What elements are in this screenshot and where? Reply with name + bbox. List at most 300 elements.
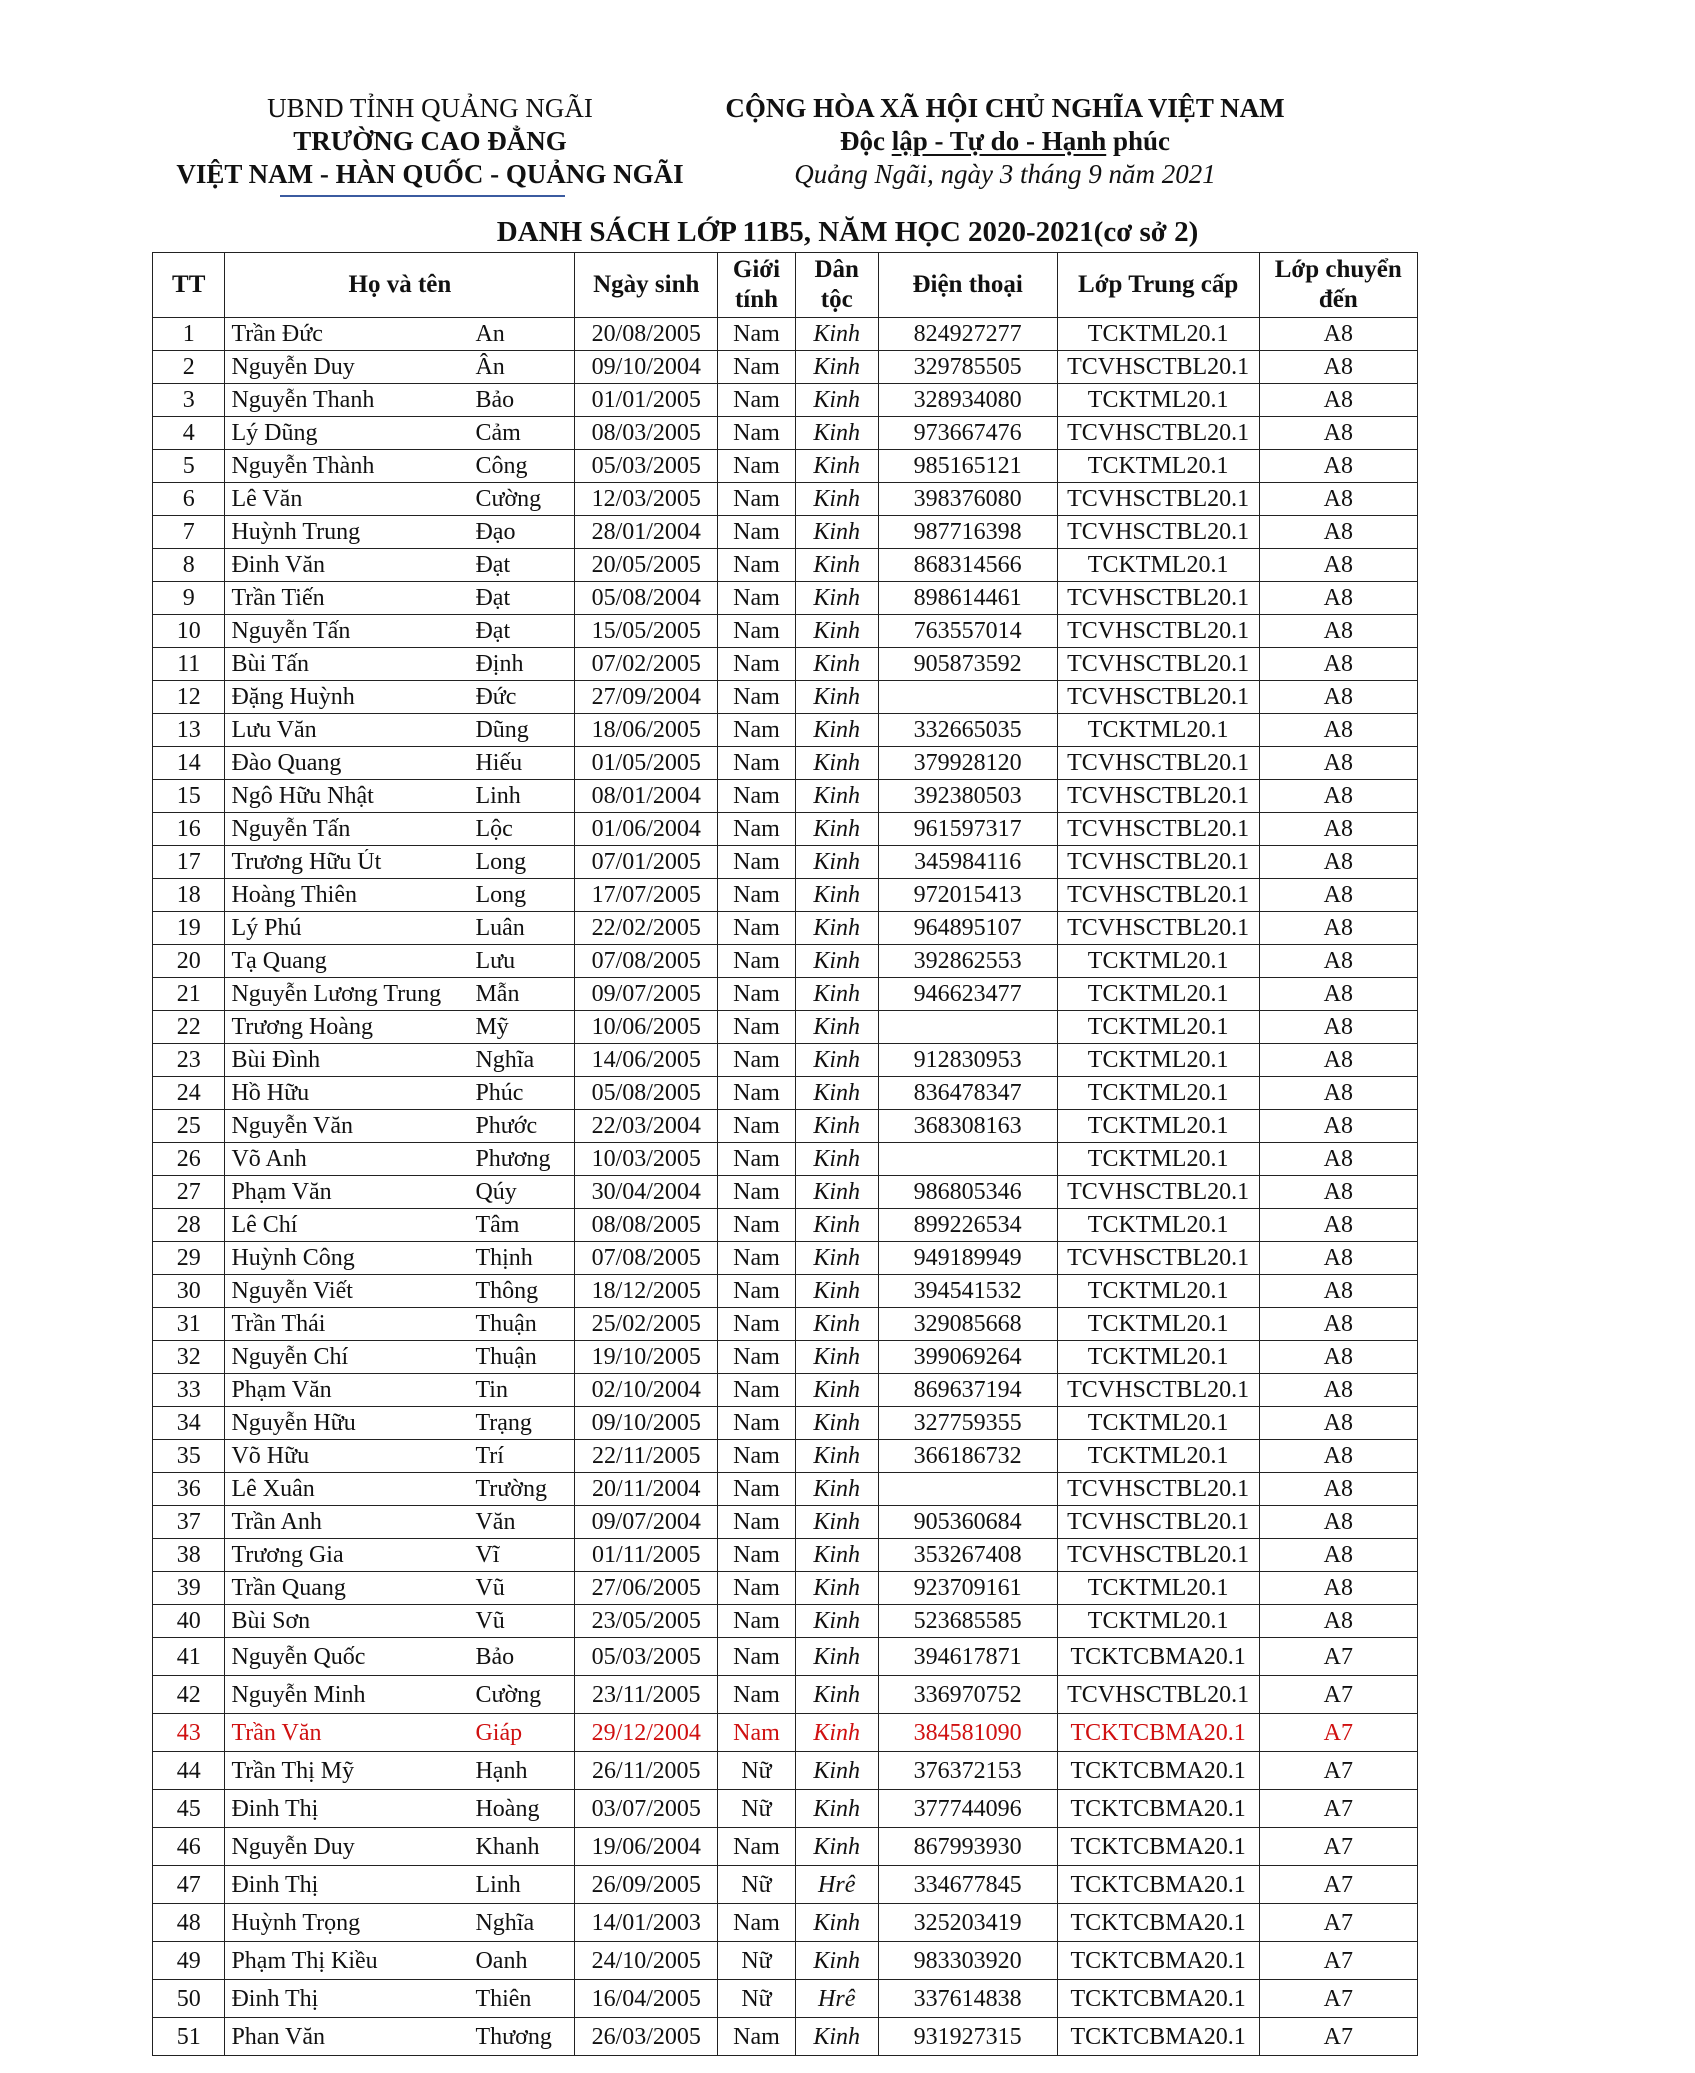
cell-ethnic: Kinh [795, 1790, 878, 1828]
given-name: Phúc [475, 1080, 524, 1106]
cell-name [225, 1110, 575, 1143]
table-row [153, 1714, 1418, 1752]
given-name: Cảm [475, 420, 521, 446]
cell-phone [878, 681, 1057, 714]
cell-name [225, 582, 575, 615]
table-row [153, 318, 1418, 351]
cell-class: TCVHSCTBL20.1 [1057, 483, 1259, 516]
cell-tt: 40 [153, 1605, 225, 1638]
family-name: Trần Tiến [231, 585, 325, 611]
family-name: Phạm Văn [231, 1179, 332, 1205]
table-row [153, 945, 1418, 978]
cell-to: A7 [1259, 2018, 1417, 2056]
cell-phone: 377744096 [878, 1790, 1057, 1828]
col-dob: Ngày sinh [575, 253, 718, 318]
cell-tt: 14 [153, 747, 225, 780]
cell-class: TCVHSCTBL20.1 [1057, 582, 1259, 615]
cell-tt: 29 [153, 1242, 225, 1275]
cell-dob: 10/06/2005 [575, 1011, 718, 1044]
cell-class: TCKTCBMA20.1 [1057, 1980, 1259, 2018]
cell-tt: 8 [153, 549, 225, 582]
cell-gender: Nam [718, 1828, 796, 1866]
cell-dob: 08/03/2005 [575, 417, 718, 450]
cell-class: TCVHSCTBL20.1 [1057, 1676, 1259, 1714]
family-name: Trần Văn [231, 1719, 322, 1746]
cell-ethnic: Kinh [795, 1473, 878, 1506]
given-name: Văn [475, 1509, 516, 1535]
document-date: Quảng Ngãi, ngày 3 tháng 9 năm 2021 [794, 159, 1216, 189]
cell-name [225, 780, 575, 813]
family-name: Hồ Hữu [231, 1080, 310, 1106]
cell-gender: Nam [718, 2018, 796, 2056]
cell-name [225, 681, 575, 714]
cell-class: TCVHSCTBL20.1 [1057, 1374, 1259, 1407]
cell-gender: Nam [718, 978, 796, 1011]
cell-phone: 836478347 [878, 1077, 1057, 1110]
cell-gender: Nam [718, 1209, 796, 1242]
cell-to: A8 [1259, 1275, 1417, 1308]
cell-class: TCKTCBMA20.1 [1057, 2018, 1259, 2056]
cell-ethnic: Kinh [795, 417, 878, 450]
cell-class: TCKTML20.1 [1057, 1011, 1259, 1044]
family-name: Nguyễn Duy [231, 354, 355, 380]
table-row [153, 681, 1418, 714]
cell-gender: Nam [718, 1506, 796, 1539]
cell-dob: 26/03/2005 [575, 2018, 718, 2056]
family-name: Lê Văn [231, 486, 303, 512]
cell-dob: 01/06/2004 [575, 813, 718, 846]
cell-class: TCKTML20.1 [1057, 1308, 1259, 1341]
table-row [153, 1407, 1418, 1440]
cell-phone: 972015413 [878, 879, 1057, 912]
cell-to: A8 [1259, 417, 1417, 450]
motto-part-a: Độc [839, 126, 892, 156]
given-name: Giáp [475, 1719, 523, 1746]
cell-tt: 20 [153, 945, 225, 978]
cell-tt: 46 [153, 1828, 225, 1866]
national-title: CỘNG HÒA XÃ HỘI CHỦ NGHĨA VIỆT NAM [725, 93, 1285, 123]
cell-class: TCKTML20.1 [1057, 384, 1259, 417]
given-name: Thuận [475, 1311, 537, 1337]
family-name: Đặng Huỳnh [231, 684, 355, 710]
cell-dob: 07/01/2005 [575, 846, 718, 879]
cell-to: A8 [1259, 483, 1417, 516]
col-phone: Điện thoại [878, 253, 1057, 318]
cell-to: A8 [1259, 1473, 1417, 1506]
table-row [153, 1440, 1418, 1473]
table-row [153, 648, 1418, 681]
cell-phone: 328934080 [878, 384, 1057, 417]
cell-to: A8 [1259, 351, 1417, 384]
cell-class: TCKTML20.1 [1057, 549, 1259, 582]
family-name: Bùi Sơn [231, 1608, 311, 1634]
cell-dob: 18/12/2005 [575, 1275, 718, 1308]
cell-name [225, 1752, 575, 1790]
family-name: Nguyễn Quốc [231, 1643, 366, 1670]
cell-dob: 08/01/2004 [575, 780, 718, 813]
cell-dob: 20/11/2004 [575, 1473, 718, 1506]
family-name: Đinh Thị [231, 1795, 319, 1822]
cell-tt: 45 [153, 1790, 225, 1828]
table-row [153, 1572, 1418, 1605]
cell-gender: Nữ [718, 1942, 796, 1980]
family-name: Hoàng Thiên [231, 882, 357, 908]
cell-to: A8 [1259, 1209, 1417, 1242]
family-name: Trương Hoàng [231, 1014, 373, 1040]
cell-name [225, 615, 575, 648]
cell-to: A7 [1259, 1790, 1417, 1828]
cell-class: TCKTML20.1 [1057, 1605, 1259, 1638]
cell-dob: 25/02/2005 [575, 1308, 718, 1341]
family-name: Trương Hữu Út [231, 849, 382, 875]
cell-ethnic: Kinh [795, 384, 878, 417]
col-gender: Giới tính [718, 253, 796, 318]
cell-tt: 49 [153, 1942, 225, 1980]
document-header [0, 92, 1695, 202]
cell-to: A8 [1259, 1242, 1417, 1275]
cell-to: A8 [1259, 450, 1417, 483]
cell-class: TCVHSCTBL20.1 [1057, 1506, 1259, 1539]
cell-dob: 01/11/2005 [575, 1539, 718, 1572]
cell-dob: 09/10/2005 [575, 1407, 718, 1440]
cell-to: A7 [1259, 1980, 1417, 2018]
cell-class: TCVHSCTBL20.1 [1057, 516, 1259, 549]
cell-gender: Nam [718, 879, 796, 912]
family-name: Nguyễn Hữu [231, 1410, 356, 1436]
given-name: Bảo [475, 387, 515, 413]
cell-dob: 07/08/2005 [575, 1242, 718, 1275]
table-row [153, 1242, 1418, 1275]
given-name: Vũ [475, 1608, 505, 1634]
cell-dob: 09/07/2005 [575, 978, 718, 1011]
cell-ethnic: Kinh [795, 1341, 878, 1374]
cell-tt: 21 [153, 978, 225, 1011]
cell-name [225, 318, 575, 351]
given-name: Phước [475, 1113, 538, 1139]
given-name: Đạt [475, 552, 511, 578]
cell-ethnic: Kinh [795, 1077, 878, 1110]
issuer-line-2: TRƯỜNG CAO ĐẲNG [293, 126, 567, 156]
cell-dob: 02/10/2004 [575, 1374, 718, 1407]
given-name: Thiên [475, 1985, 532, 2012]
cell-dob: 28/01/2004 [575, 516, 718, 549]
cell-name [225, 1209, 575, 1242]
cell-gender: Nam [718, 714, 796, 747]
cell-name [225, 351, 575, 384]
cell-ethnic: Kinh [795, 1374, 878, 1407]
cell-tt: 41 [153, 1638, 225, 1676]
cell-class: TCVHSCTBL20.1 [1057, 879, 1259, 912]
cell-class: TCKTCBMA20.1 [1057, 1638, 1259, 1676]
cell-dob: 20/08/2005 [575, 318, 718, 351]
given-name: Linh [475, 1871, 521, 1898]
cell-name [225, 450, 575, 483]
given-name: Trí [475, 1443, 504, 1469]
table-row [153, 1942, 1418, 1980]
cell-name [225, 1473, 575, 1506]
family-name: Phạm Thị Kiều [231, 1947, 378, 1974]
table-row [153, 1110, 1418, 1143]
cell-phone: 327759355 [878, 1407, 1057, 1440]
given-name: Đạt [475, 585, 511, 611]
cell-ethnic: Kinh [795, 1942, 878, 1980]
given-name: Lưu [475, 948, 516, 974]
cell-ethnic: Hrê [795, 1866, 878, 1904]
cell-dob: 26/11/2005 [575, 1752, 718, 1790]
table-row [153, 912, 1418, 945]
table-row [153, 714, 1418, 747]
table-row [153, 417, 1418, 450]
cell-name [225, 1676, 575, 1714]
cell-class: TCVHSCTBL20.1 [1057, 846, 1259, 879]
col-tt: TT [153, 253, 225, 318]
given-name: Đạo [475, 519, 516, 545]
family-name: Phạm Văn [231, 1377, 332, 1403]
cell-gender: Nam [718, 1044, 796, 1077]
cell-phone: 964895107 [878, 912, 1057, 945]
cell-phone: 334677845 [878, 1866, 1057, 1904]
cell-phone: 973667476 [878, 417, 1057, 450]
cell-dob: 03/07/2005 [575, 1790, 718, 1828]
cell-to: A8 [1259, 1440, 1417, 1473]
cell-class: TCVHSCTBL20.1 [1057, 615, 1259, 648]
cell-gender: Nam [718, 1714, 796, 1752]
cell-phone: 337614838 [878, 1980, 1057, 2018]
cell-ethnic: Kinh [795, 945, 878, 978]
family-name: Trương Gia [231, 1542, 344, 1568]
cell-class: TCVHSCTBL20.1 [1057, 912, 1259, 945]
cell-phone: 332665035 [878, 714, 1057, 747]
cell-tt: 34 [153, 1407, 225, 1440]
table-row [153, 351, 1418, 384]
cell-gender: Nam [718, 1275, 796, 1308]
cell-dob: 01/05/2005 [575, 747, 718, 780]
cell-gender: Nữ [718, 1790, 796, 1828]
cell-phone: 905873592 [878, 648, 1057, 681]
cell-ethnic: Kinh [795, 846, 878, 879]
cell-name [225, 1077, 575, 1110]
cell-tt: 4 [153, 417, 225, 450]
cell-name [225, 1308, 575, 1341]
cell-gender: Nữ [718, 1752, 796, 1790]
table-row [153, 1539, 1418, 1572]
cell-to: A8 [1259, 516, 1417, 549]
given-name: Khanh [475, 1833, 540, 1860]
cell-name [225, 1407, 575, 1440]
cell-ethnic: Kinh [795, 714, 878, 747]
family-name: Ngô Hữu Nhật [231, 783, 374, 809]
cell-to: A8 [1259, 1341, 1417, 1374]
cell-dob: 19/06/2004 [575, 1828, 718, 1866]
cell-class: TCKTML20.1 [1057, 1341, 1259, 1374]
cell-gender: Nam [718, 1341, 796, 1374]
cell-ethnic: Kinh [795, 978, 878, 1011]
table-row [153, 978, 1418, 1011]
cell-name [225, 483, 575, 516]
cell-to: A8 [1259, 1044, 1417, 1077]
cell-tt: 42 [153, 1676, 225, 1714]
issuer-line-3: VIỆT NAM - HÀN QUỐC - QUẢNG NGÃI [176, 159, 684, 189]
given-name: Nghĩa [475, 1909, 535, 1936]
cell-to: A8 [1259, 1605, 1417, 1638]
given-name: Vĩ [475, 1542, 500, 1568]
family-name: Huỳnh Công [231, 1245, 355, 1271]
family-name: Nguyễn Tấn [231, 618, 351, 644]
cell-to: A7 [1259, 1752, 1417, 1790]
table-row [153, 1209, 1418, 1242]
table-row [153, 1374, 1418, 1407]
cell-ethnic: Kinh [795, 483, 878, 516]
cell-class: TCVHSCTBL20.1 [1057, 1176, 1259, 1209]
cell-class: TCKTCBMA20.1 [1057, 1790, 1259, 1828]
cell-ethnic: Kinh [795, 1572, 878, 1605]
cell-to: A7 [1259, 1676, 1417, 1714]
given-name: Tin [475, 1377, 508, 1403]
cell-phone: 961597317 [878, 813, 1057, 846]
cell-ethnic: Kinh [795, 1539, 878, 1572]
cell-phone: 394617871 [878, 1638, 1057, 1676]
cell-name [225, 1572, 575, 1605]
cell-ethnic: Kinh [795, 2018, 878, 2056]
cell-phone: 949189949 [878, 1242, 1057, 1275]
cell-tt: 50 [153, 1980, 225, 2018]
cell-class: TCKTCBMA20.1 [1057, 1866, 1259, 1904]
cell-ethnic: Kinh [795, 582, 878, 615]
cell-name [225, 417, 575, 450]
cell-phone: 985165121 [878, 450, 1057, 483]
given-name: Hoàng [475, 1795, 540, 1822]
family-name: Nguyễn Lương Trung [231, 981, 442, 1007]
family-name: Trần Đức [231, 321, 323, 347]
family-name: Đinh Văn [231, 552, 326, 578]
cell-gender: Nam [718, 1676, 796, 1714]
cell-to: A8 [1259, 1308, 1417, 1341]
col-class: Lớp Trung cấp [1057, 253, 1259, 318]
cell-gender: Nam [718, 582, 796, 615]
family-name: Lý Dũng [231, 420, 318, 446]
table-row [153, 1904, 1418, 1942]
cell-name [225, 1506, 575, 1539]
cell-gender: Nam [718, 1143, 796, 1176]
cell-gender: Nam [718, 1176, 796, 1209]
cell-class: TCKTML20.1 [1057, 1110, 1259, 1143]
cell-dob: 10/03/2005 [575, 1143, 718, 1176]
cell-gender: Nam [718, 351, 796, 384]
cell-tt: 33 [153, 1374, 225, 1407]
cell-dob: 22/03/2004 [575, 1110, 718, 1143]
table-row [153, 1275, 1418, 1308]
cell-gender: Nam [718, 318, 796, 351]
cell-gender: Nam [718, 417, 796, 450]
cell-gender: Nam [718, 1572, 796, 1605]
cell-dob: 08/08/2005 [575, 1209, 718, 1242]
cell-class: TCVHSCTBL20.1 [1057, 681, 1259, 714]
cell-name [225, 846, 575, 879]
cell-phone: 905360684 [878, 1506, 1057, 1539]
cell-tt: 6 [153, 483, 225, 516]
family-name: Bùi Tấn [231, 651, 310, 677]
cell-dob: 22/11/2005 [575, 1440, 718, 1473]
cell-phone: 912830953 [878, 1044, 1057, 1077]
table-row [153, 846, 1418, 879]
cell-tt: 51 [153, 2018, 225, 2056]
cell-class: TCKTML20.1 [1057, 1044, 1259, 1077]
given-name: Mẫn [475, 981, 520, 1007]
cell-ethnic: Kinh [795, 1209, 878, 1242]
cell-class: TCVHSCTBL20.1 [1057, 648, 1259, 681]
family-name: Nguyễn Viết [231, 1278, 353, 1304]
cell-gender: Nam [718, 1638, 796, 1676]
table-row [153, 1473, 1418, 1506]
cell-tt: 35 [153, 1440, 225, 1473]
cell-gender: Nam [718, 1011, 796, 1044]
cell-tt: 22 [153, 1011, 225, 1044]
cell-dob: 09/10/2004 [575, 351, 718, 384]
cell-dob: 23/05/2005 [575, 1605, 718, 1638]
cell-name [225, 1714, 575, 1752]
cell-phone: 392862553 [878, 945, 1057, 978]
cell-dob: 14/06/2005 [575, 1044, 718, 1077]
cell-phone: 824927277 [878, 318, 1057, 351]
family-name: Trần Quang [231, 1575, 346, 1601]
given-name: Trường [475, 1476, 547, 1502]
cell-ethnic: Kinh [795, 351, 878, 384]
cell-dob: 05/03/2005 [575, 450, 718, 483]
cell-phone: 869637194 [878, 1374, 1057, 1407]
cell-ethnic: Kinh [795, 1044, 878, 1077]
cell-to: A8 [1259, 615, 1417, 648]
cell-tt: 17 [153, 846, 225, 879]
cell-ethnic: Kinh [795, 1176, 878, 1209]
cell-gender: Nam [718, 945, 796, 978]
cell-phone [878, 1473, 1057, 1506]
cell-ethnic: Kinh [795, 450, 878, 483]
cell-class: TCKTML20.1 [1057, 1440, 1259, 1473]
cell-to: A8 [1259, 1374, 1417, 1407]
cell-phone: 336970752 [878, 1676, 1057, 1714]
cell-to: A7 [1259, 1904, 1417, 1942]
cell-ethnic: Kinh [795, 615, 878, 648]
cell-name [225, 1942, 575, 1980]
table-row [153, 780, 1418, 813]
family-name: Nguyễn Thanh [231, 387, 375, 413]
cell-tt: 38 [153, 1539, 225, 1572]
cell-dob: 27/06/2005 [575, 1572, 718, 1605]
given-name: Long [475, 882, 527, 908]
table-row [153, 747, 1418, 780]
cell-to: A8 [1259, 1539, 1417, 1572]
family-name: Đinh Thị [231, 1871, 319, 1898]
cell-ethnic: Kinh [795, 1676, 878, 1714]
cell-class: TCKTCBMA20.1 [1057, 1942, 1259, 1980]
cell-tt: 7 [153, 516, 225, 549]
cell-tt: 16 [153, 813, 225, 846]
cell-tt: 10 [153, 615, 225, 648]
cell-name [225, 516, 575, 549]
cell-dob: 05/08/2005 [575, 1077, 718, 1110]
cell-ethnic: Kinh [795, 912, 878, 945]
cell-gender: Nam [718, 1473, 796, 1506]
cell-tt: 47 [153, 1866, 225, 1904]
cell-tt: 28 [153, 1209, 225, 1242]
cell-ethnic: Kinh [795, 1143, 878, 1176]
cell-gender: Nam [718, 1077, 796, 1110]
cell-tt: 18 [153, 879, 225, 912]
given-name: Bảo [475, 1643, 515, 1670]
cell-name [225, 912, 575, 945]
cell-gender: Nam [718, 1308, 796, 1341]
cell-phone: 379928120 [878, 747, 1057, 780]
